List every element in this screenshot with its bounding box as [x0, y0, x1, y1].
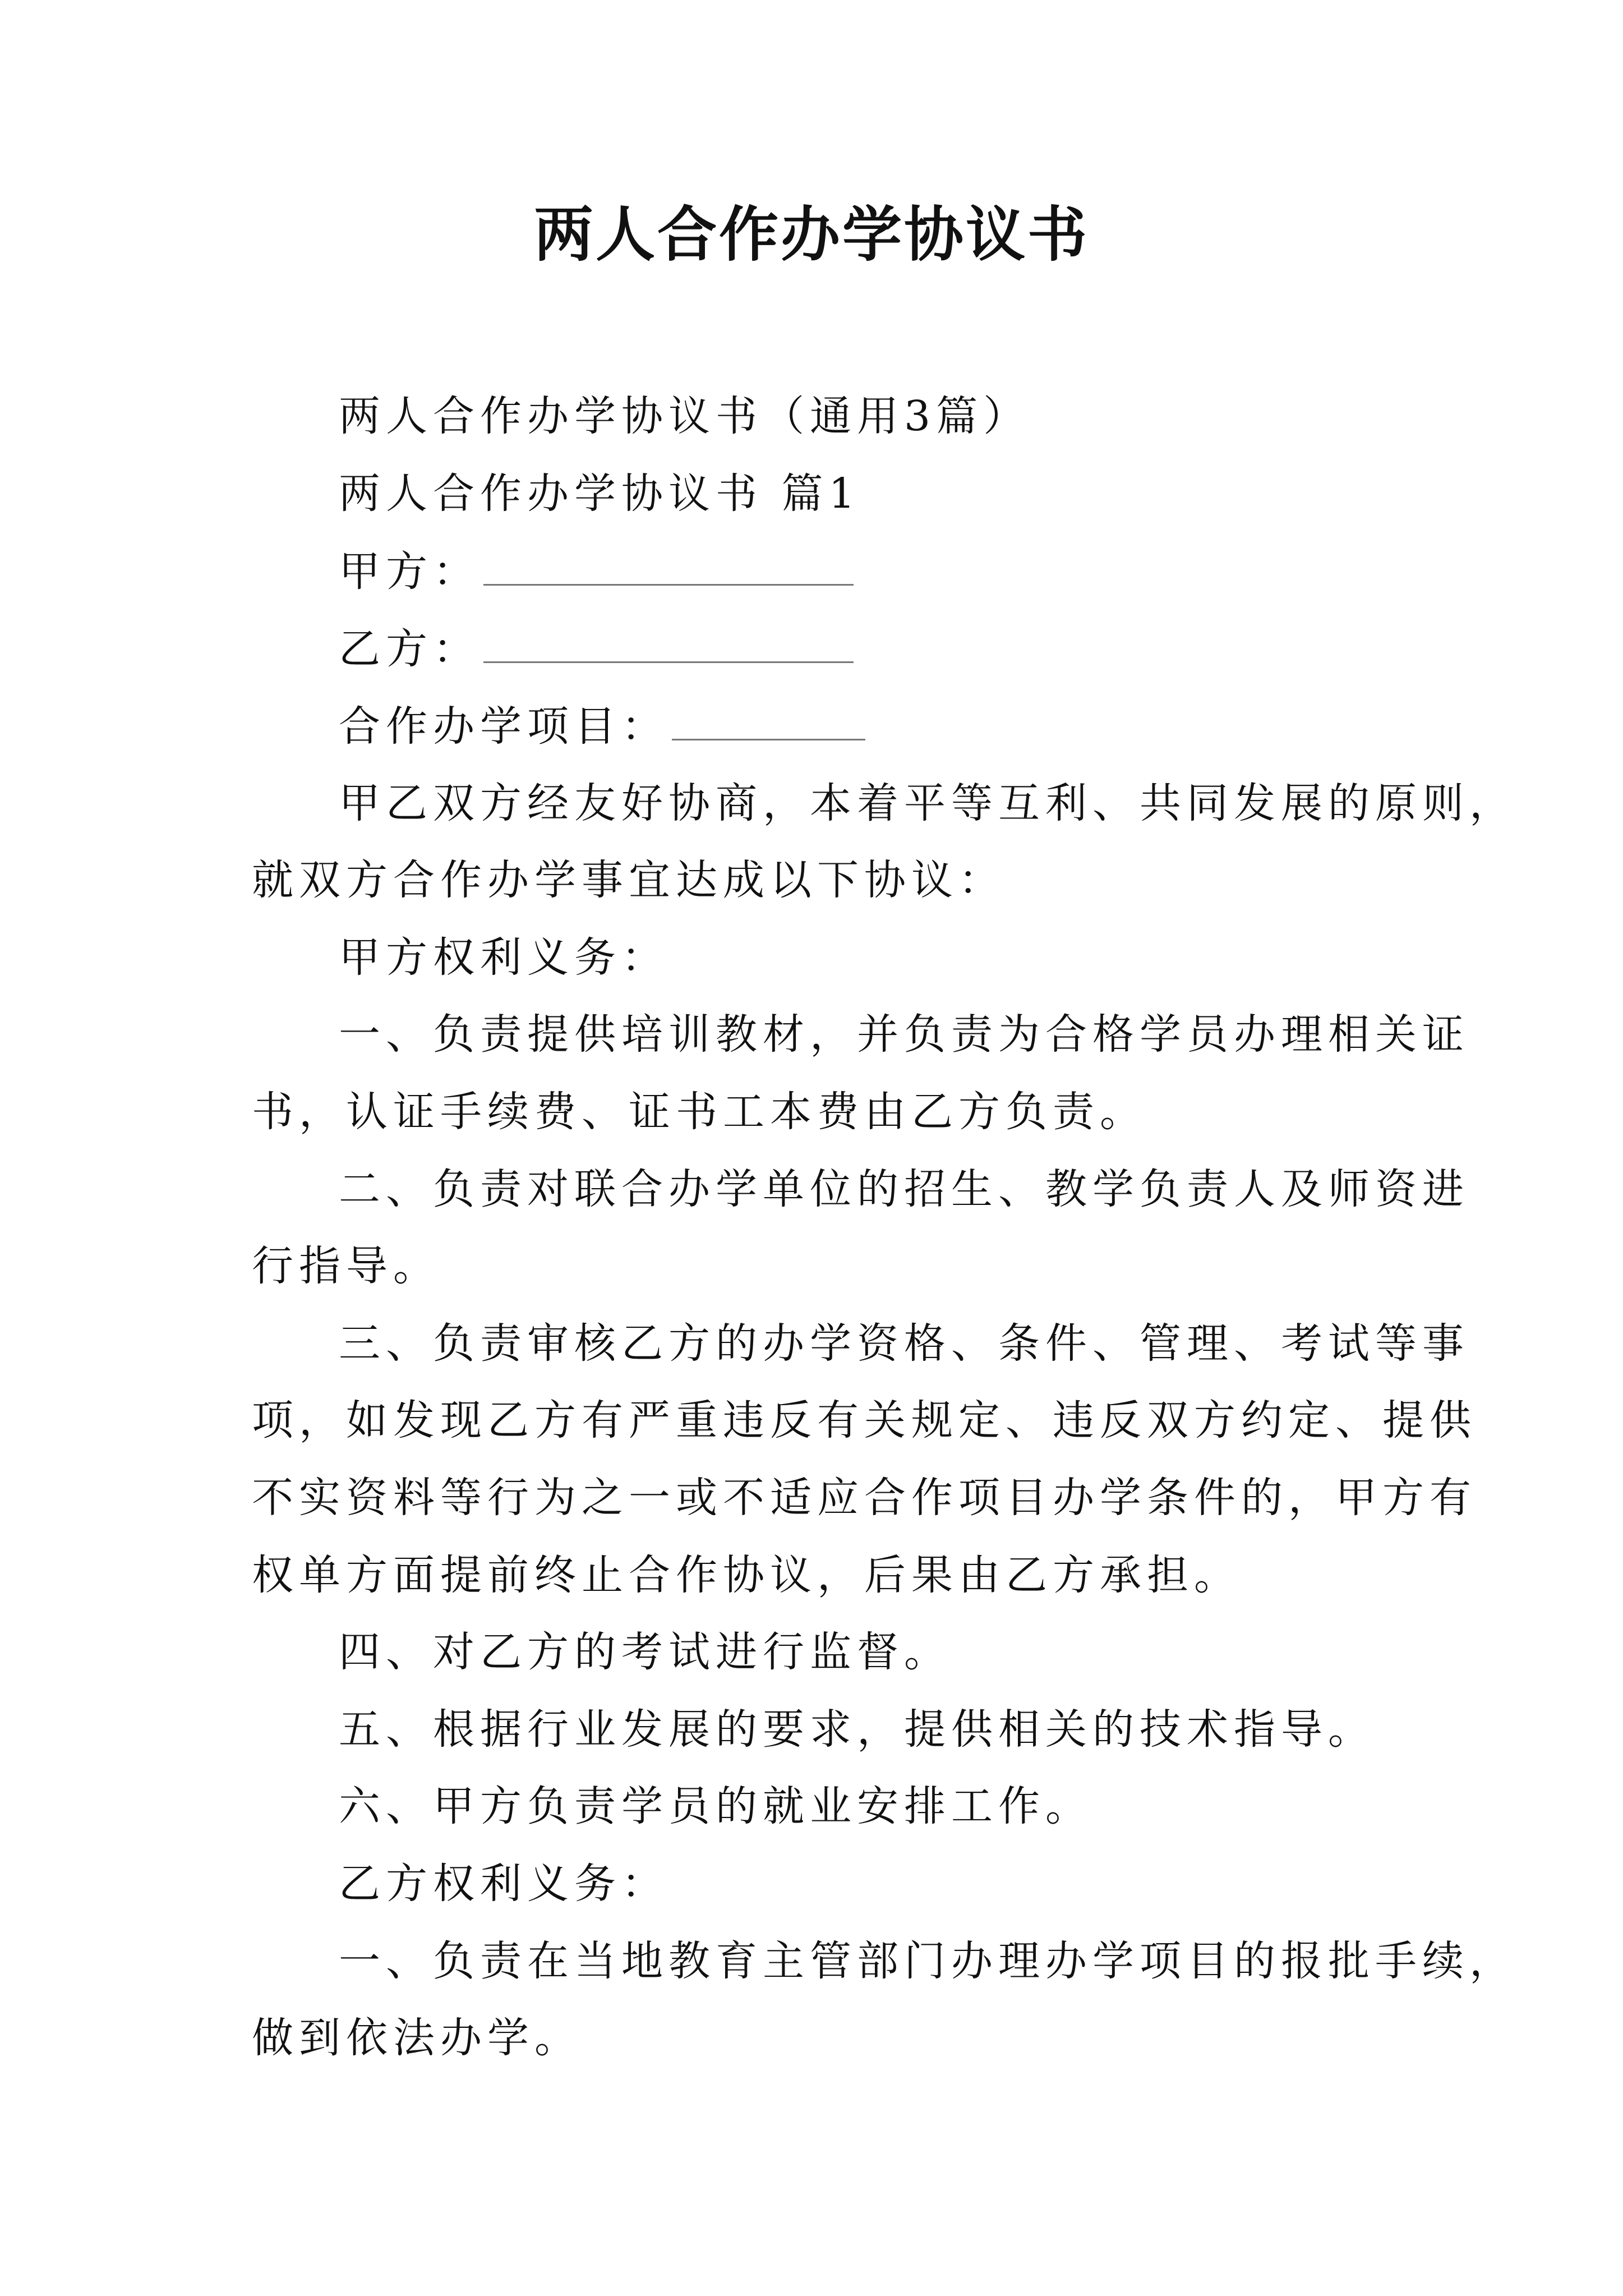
paragraph-line: 就双方合作办学事宜达成以下协议： — [252, 856, 1006, 904]
paragraph-line: 一、负责提供培训教材，并负责为合格学员办理相关证 — [339, 1010, 1469, 1059]
paragraph-line: 甲乙双方经友好协商，本着平等互利、共同发展的原则， — [339, 779, 1516, 827]
paragraph-line: 不实资料等行为之一或不适应合作项目办学条件的，甲方有 — [252, 1474, 1477, 1522]
paragraph-subtitle: 两人合作办学协议书（通用3篇） — [339, 392, 1031, 440]
paragraph-line: 三、负责审核乙方的办学资格、条件、管理、考试等事 — [339, 1319, 1469, 1368]
party-b-label: 乙方： — [339, 625, 480, 673]
paragraph-line: 权单方面提前终止合作协议，后果由乙方承担。 — [252, 1551, 1241, 1599]
paragraph-line: 甲方权利义务： — [339, 933, 668, 982]
paragraph-section-heading: 两人合作办学协议书 篇1 — [339, 470, 861, 518]
party-b-blank — [483, 628, 854, 663]
party-a-field — [339, 547, 1379, 596]
project-field — [339, 702, 1379, 751]
paragraph-line: 做到依法办学。 — [252, 2014, 582, 2062]
paragraph-line: 五、根据行业发展的要求，提供相关的技术指导。 — [339, 1705, 1375, 1754]
paragraph-line: 书，认证手续费、证书工本费由乙方负责。 — [252, 1088, 1147, 1136]
project-blank — [672, 705, 865, 740]
paragraph-line: 四、对乙方的考试进行监督。 — [339, 1628, 951, 1676]
paragraph-line: 六、甲方负责学员的就业安排工作。 — [339, 1782, 1092, 1830]
party-a-label: 甲方： — [339, 547, 480, 596]
party-b-field — [339, 625, 1379, 673]
party-a-blank — [483, 550, 854, 586]
paragraph-line: 一、负责在当地教育主管部门办理办学项目的报批手续， — [339, 1937, 1516, 1985]
paragraph-line: 二、负责对联合办学单位的招生、教学负责人及师资进 — [339, 1165, 1469, 1213]
project-label: 合作办学项目： — [339, 702, 668, 751]
paragraph-line: 乙方权利义务： — [339, 1860, 668, 1908]
document-title: 两人合作办学协议书 — [534, 199, 1089, 269]
paragraph-line: 项，如发现乙方有严重违反有关规定、违反双方约定、提供 — [252, 1396, 1477, 1444]
paragraph-line: 行指导。 — [252, 1242, 440, 1290]
